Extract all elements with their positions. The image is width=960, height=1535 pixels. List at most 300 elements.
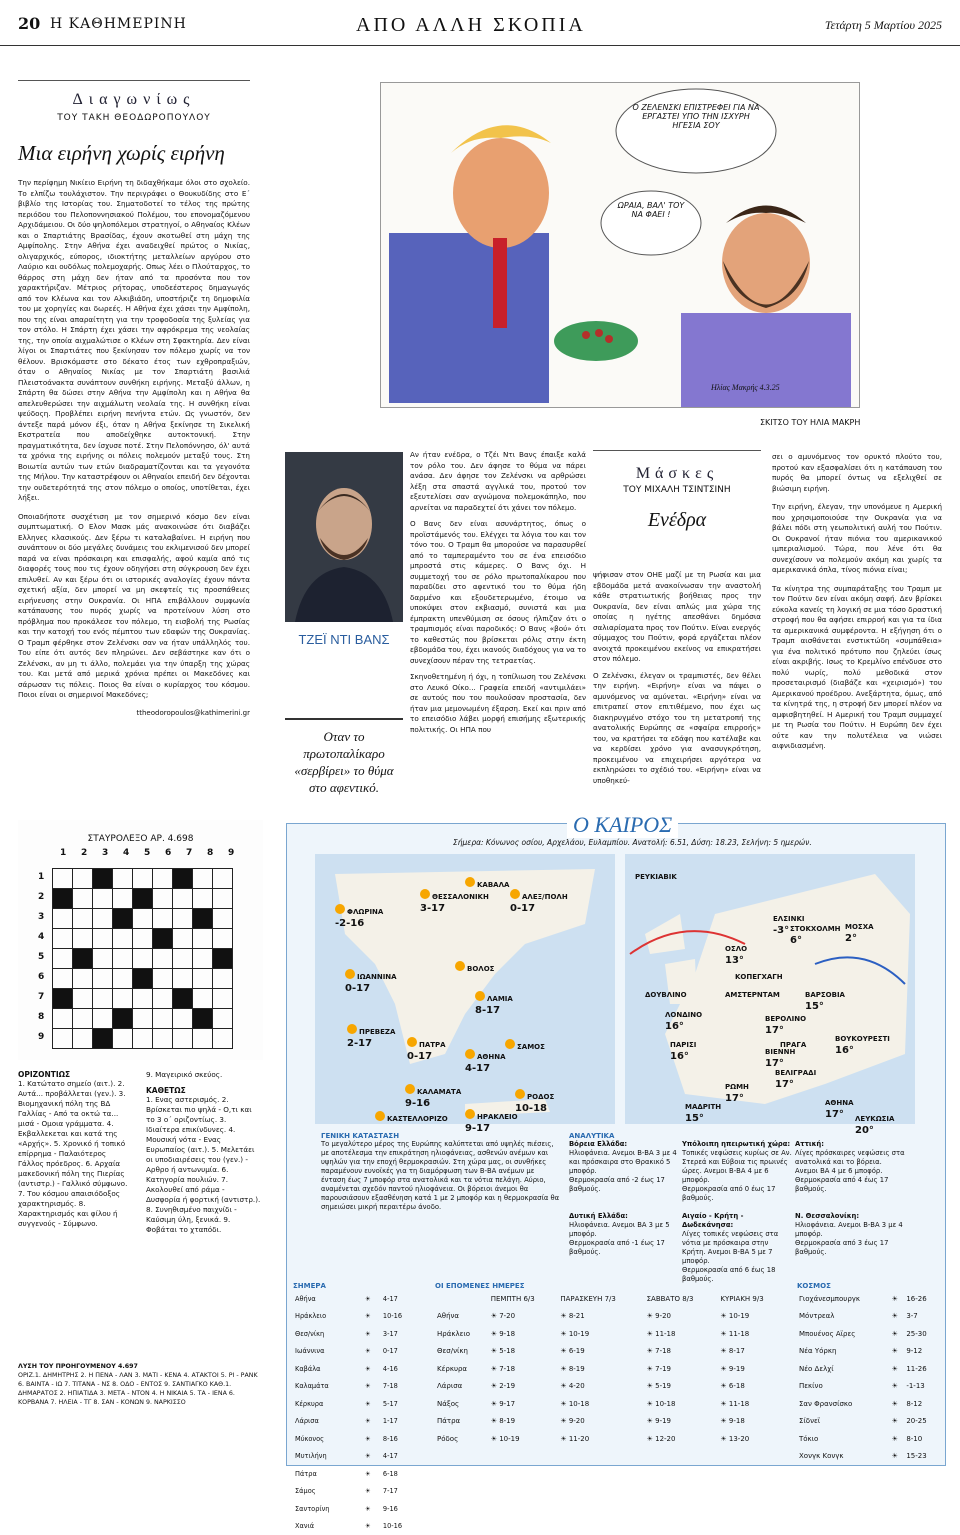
sun-icon [515,1089,525,1099]
grid-cell[interactable] [113,889,133,909]
grid-cell[interactable] [153,869,173,889]
region-text: Ηλιοφάνεια. Ανεμοι ΒΑ 3 με 5 μποφόρ. [569,1221,679,1239]
crossword-row-numbers [38,872,44,1052]
grid-cell[interactable] [153,949,173,969]
grid-cell[interactable] [213,889,233,909]
greece-city [505,1034,545,1053]
table-row [797,1430,939,1448]
table-cell: ΠΑΡΑΣΚΕΥΗ 7/3 [558,1290,644,1308]
region-name: Αιγαίο - Κρήτη - Δωδεκάνησα: [682,1212,743,1229]
general-situation [321,1132,561,1212]
region-text: Τοπικές νεφώσεις κυρίως σε Αν. Στερεά και Εύβοια τις πρωινές ώρες. Ανεμοι Β-ΒΑ 4 με 6 μποφόρ. [682,1149,792,1185]
grid-cell[interactable] [53,889,73,909]
city-temp: -3° [773,925,804,936]
table-cell: ☀ 11-18 [718,1395,787,1413]
table-cell: ☀ [890,1360,905,1378]
weather-title: Ο ΚΑΙΡΟΣ [567,812,678,838]
column-number: 9 [228,848,234,858]
table-cell: ☀ [363,1308,381,1326]
table-cell: 5-17 [381,1395,423,1413]
table-cell: Πάτρα [293,1465,363,1483]
table-cell: ☀ 2-19 [489,1378,559,1396]
city-label: ΡΩΜΗ [725,1083,749,1091]
grid-cell[interactable] [93,929,113,949]
grid-cell[interactable] [173,969,193,989]
speech-bubble-feed: ΩΡΑΙΑ, ΒΑΛ' ΤΟΥ ΝΑ ΦΑΕΙ ! [613,201,689,219]
article-title: Ενέδρα [593,509,761,532]
grid-cell[interactable] [173,929,193,949]
city-temp: 15° [685,1113,721,1124]
region-temp: Θερμοκρασία από 0 έως 17 βαθμούς. [682,1185,792,1203]
grid-cell[interactable] [213,969,233,989]
sun-icon [375,1111,385,1121]
region-block [795,1140,905,1194]
column-number: 3 [102,848,108,858]
table-cell: Μπουένος Αϊρες [797,1325,890,1343]
grid-cell[interactable] [113,929,133,949]
table-cell: ☀ [363,1343,381,1361]
table-cell: ☀ [363,1360,381,1378]
crossword [18,820,263,1060]
table-row [293,1343,423,1361]
city-temp: 16° [670,1051,696,1062]
table-row [293,1465,423,1483]
table-cell: ☀ 7-18 [645,1343,719,1361]
grid-cell[interactable] [53,989,73,1009]
grid-cell[interactable] [213,869,233,889]
europe-weather-map [625,854,915,1124]
city-temp: 17° [775,1079,816,1090]
grid-cell[interactable] [53,1029,73,1049]
grid-cell[interactable] [73,1029,93,1049]
table-cell: Πάτρα [435,1413,489,1431]
sun-icon [345,969,355,979]
city-label: ΑΘΗΝΑ [477,1053,506,1061]
table-row [797,1448,939,1466]
grid-cell[interactable] [193,949,213,969]
grid-cell[interactable] [133,909,153,929]
grid-cell[interactable] [93,869,113,889]
europe-city [670,1032,696,1062]
grid-cell[interactable] [193,869,213,889]
grid-cell[interactable] [173,909,193,929]
table-cell: ☀ 8-19 [489,1413,559,1431]
table-cell: Θεσ/νίκη [293,1325,363,1343]
europe-city [735,964,783,983]
table-cell: ☀ [363,1465,381,1483]
table-cell: 20-25 [904,1413,939,1431]
table-cell: ☀ 7-20 [489,1308,559,1326]
table-row [293,1413,423,1431]
grid-cell[interactable] [93,1029,113,1049]
grid-cell[interactable] [213,929,233,949]
grid-row [53,869,233,889]
weather-section [286,823,946,1466]
table-cell: Καλαμάτα [293,1378,363,1396]
grid-cell[interactable] [193,989,213,1009]
greece-city [465,1104,518,1134]
grid-cell[interactable] [193,909,213,929]
today-heading: ΣΗΜΕΡΑ [293,1282,423,1290]
table-row [435,1290,787,1308]
column-byline: ΤΟΥ ΜΙΧΑΛΗ ΤΣΙΝΤΣΙΝΗ [593,485,761,495]
city-temp: 16° [665,1021,702,1032]
table-row [293,1448,423,1466]
city-label: ΒΙΕΝΝΗ [765,1048,795,1056]
city-label: ΠΡΑΓΑ [780,1041,806,1049]
table-cell: ☀ 11-18 [718,1325,787,1343]
sun-icon [420,889,430,899]
grid-cell[interactable] [173,989,193,1009]
city-label: ΑΜΣΤΕΡΝΤΑΜ [725,991,780,999]
table-cell: Σάμος [293,1483,363,1501]
table-row [797,1413,939,1431]
table-cell: ☀ 6-18 [718,1378,787,1396]
table-row [293,1325,423,1343]
table-cell: 9-12 [904,1343,939,1361]
grid-cell[interactable] [153,1009,173,1029]
article-body [18,178,250,701]
table-cell: 9-16 [381,1500,423,1518]
down-heading: ΚΑΘΕΤΩΣ [146,1086,261,1095]
greece-city [375,1106,448,1125]
grid-cell[interactable] [173,1029,193,1049]
table-cell: 8-10 [904,1430,939,1448]
city-label: ΕΛΣΙΝΚΙ [773,915,804,923]
table-cell: ☀ 5-18 [489,1343,559,1361]
europe-city [725,1074,749,1104]
across-text-continued: 9. Μαγειρικό σκεύος. [146,1070,261,1080]
table-cell: 1-17 [381,1413,423,1431]
grid-cell[interactable] [53,929,73,949]
pull-quote: Οταν το πρωτοπαλίκαρο «σερβίρει» το θύμα στο αφεντικό. [285,718,403,796]
greece-city [475,986,513,1016]
page-number: 20 [18,14,40,33]
solution-text: ΟΡΙΖ.1. ΔΗΜΗΤΡΗΣ 2. Η ΠΕΝΑ - ΛΑΝ 3. ΜΑΤΙ - ΚΕΝΑ 4. ΑΤΑΚΤΟΙ 5. ΡΙ - ΡΑΝΚ 6. ΒΑΙΝΤΑ - ΙΩ 7. ΤΙΤΑΝΑ - ΝΣ 8. ΟΔΟ - ΕΝΤΟΣ 9. ΣΑΝΤΙΑΓΚΟ ΚΑΘ.1. ΔΗΜΑΡΑΤΟΣ 2. ΗΠΙΑΤΙΔΑ 3. ΜΕΤΑ - ΝΤΟΝ 4. Η ΝΙΚΑΙΑ 5. ΤΑ - ΙΕΝΑ 6. ΚΟΡΒΑΝΑ 7. ΗΛΕΙΑ - ΤΓ 8. ΣΑΝ - ΚΟΝΩΝ 9. ΝΑΡΚΙΣΣΟ [18,1372,258,1406]
table-cell: 8-16 [381,1430,423,1448]
row-number: 5 [38,952,44,972]
grid-cell[interactable] [113,1029,133,1049]
grid-row [53,1009,233,1029]
city-temp: 13° [725,955,747,966]
column-number: 2 [81,848,87,858]
table-cell: ☀ 6-19 [558,1343,644,1361]
grid-row [53,909,233,929]
down-clues [146,1070,261,1235]
table-cell: Ηράκλειο [435,1325,489,1343]
table-cell: Χονγκ Κονγκ [797,1448,890,1466]
region-temp: Θερμοκρασία από 4 έως 17 βαθμούς. [795,1176,905,1194]
table-cell: ☀ [363,1413,381,1431]
grid-cell[interactable] [133,1009,153,1029]
article-body [593,570,761,786]
greece-city [335,899,383,929]
table-row [293,1518,423,1535]
grid-cell[interactable] [93,969,113,989]
city-label: ΣΑΜΟΣ [517,1043,545,1051]
weather-subtitle: Σήμερα: Κόνωνος οσίου, Αρχελάου, Ευλαμπίου. Ανατολή: 6.51, Δύση: 18.23, Σελήνη: 5 ημερών. [453,838,812,847]
grid-cell[interactable] [133,929,153,949]
grid-cell[interactable] [73,929,93,949]
grid-cell[interactable] [173,869,193,889]
row-number: 3 [38,912,44,932]
grid-cell[interactable] [173,949,193,969]
grid-cell[interactable] [93,949,113,969]
table-cell: ΚΥΡΙΑΚΗ 9/3 [718,1290,787,1308]
grid-cell[interactable] [153,1029,173,1049]
column-kicker: Διαγωνίως [18,80,250,109]
table-cell: 8-12 [904,1395,939,1413]
table-cell: ☀ 9-20 [645,1308,719,1326]
city-label: ΚΑΛΑΜΑΤΑ [417,1088,461,1096]
cartoon-drawing [381,83,859,407]
table-cell: 25-30 [904,1325,939,1343]
region-grid [569,1140,909,1280]
crossword-title: ΣΤΑΥΡΟΛΕΞΟ ΑΡ. 4.698 [18,834,263,844]
europe-city [665,1002,702,1032]
grid-cell[interactable] [193,889,213,909]
grid-row [53,969,233,989]
table-cell: Σαν Φρανσίσκο [797,1395,890,1413]
grid-cell[interactable] [133,989,153,1009]
city-temp: 0-17 [407,1051,446,1062]
row-number: 4 [38,932,44,952]
grid-row [53,989,233,1009]
table-cell: Μυτιλήνη [293,1448,363,1466]
grid-cell[interactable] [73,949,93,969]
city-temp: 17° [825,1109,854,1120]
grid-cell[interactable] [153,989,173,1009]
city-temp: 0-17 [345,983,397,994]
table-row [435,1378,787,1396]
table-cell: Νέο Δελχί [797,1360,890,1378]
city-temp: 6° [790,935,841,946]
sun-icon [407,1037,417,1047]
city-label: ΟΣΛΟ [725,945,747,953]
article-column-2 [410,450,586,741]
row-number: 7 [38,992,44,1012]
table-row [293,1290,423,1308]
grid-cell[interactable] [193,929,213,949]
table-cell: Σαντορίνη [293,1500,363,1518]
city-temp: 17° [765,1058,795,1069]
crossword-grid[interactable] [52,868,233,1049]
table-cell: ☀ 10-18 [645,1395,719,1413]
author-email[interactable]: ttheodoropoulos@kathimerini.gr [18,709,250,717]
table-cell: ☀ 10-19 [489,1430,559,1448]
region-name: Δυτική Ελλάδα: [569,1212,628,1220]
grid-cell[interactable] [53,869,73,889]
table-cell: ☀ 9-17 [489,1395,559,1413]
city-label: ΜΟΣΧΑ [845,923,874,931]
table-cell: Ρόδος [435,1430,489,1448]
europe-city [805,982,845,1012]
table-cell: ☀ [363,1395,381,1413]
grid-cell[interactable] [213,989,233,1009]
europe-city [835,1026,890,1056]
grid-cell[interactable] [113,1009,133,1029]
region-temp: Θερμοκρασία από -1 έως 17 βαθμούς. [569,1239,679,1257]
grid-cell[interactable] [73,909,93,929]
sun-icon [475,991,485,1001]
grid-cell[interactable] [133,869,153,889]
grid-cell[interactable] [73,869,93,889]
table-cell: 4-16 [381,1360,423,1378]
sun-icon [465,1109,475,1119]
table-cell: ☀ 9-18 [489,1325,559,1343]
grid-cell[interactable] [133,969,153,989]
city-label: ΘΕΣΣΑΛΟΝΙΚΗ [432,893,489,901]
table-cell: ☀ 12-20 [645,1430,719,1448]
grid-cell[interactable] [53,949,73,969]
table-row [293,1483,423,1501]
region-block [682,1140,792,1203]
grid-cell[interactable] [113,969,133,989]
table-cell: ☀ [363,1448,381,1466]
greece-city [465,1044,506,1074]
table-cell: Μόντρεαλ [797,1308,890,1326]
table-cell: ☀ 9-19 [645,1413,719,1431]
table-row [293,1360,423,1378]
grid-cell[interactable] [153,889,173,909]
table-cell: ☀ [363,1518,381,1535]
table-cell: Νέα Υόρκη [797,1343,890,1361]
grid-cell[interactable] [53,969,73,989]
grid-cell[interactable] [53,909,73,929]
grid-cell[interactable] [213,949,233,969]
table-cell: Κέρκυρα [293,1395,363,1413]
table-cell: 10-16 [381,1518,423,1535]
paragraph: Οποιαδήποτε συσχέτιση με τον σημερινό κόσμο δεν είναι συμπτωματική. Ο Ελον Μασκ μάς ανακοινώσε ότι διαβάζει Ελληνες κλασικούς. Δεν ξέρω τι καταλαβαίνει. Η ειρήνη που συνάπτουν οι δύο μεγάλες δυνάμεις του εκλιμενισού δεν μπορεί παρά να είναι πρόσκαιρη και επισφαλής, αφού καμία από τις διαφορές τους που τις έχουν οδηγήσει στη σύγκρουση δεν έχει επιλυθεί. Αν και ξέρω ότι οι ιστορικές αναλογίες έχουν πάντα σχετική αξία, δεν μπορεί να μη σκεφτείς τις προσπάθειες ειρήνευσης στην Ουκρανία. Οι ΗΠΑ επιβάλλουν συμφωνία κατάπαυσης του πυρός χωρίς να προτείνουν λύση στο πρόβλημα που προκάλεσε τον πόλεμο, τη εισβολή της Ρωσίας και την κατοχή του ενός πέμπτου των εδαφών της Ουκρανίας. Ο Τραμπ φέρθηκε στον Ζελένσκι σαν να ήταν υπάλληλός του. Του είπε ότι αυτός δεν πληρώνει. Δεν σεβάστηκε καν ότι ο Ζελένσκι, αν μη τι άλλο, πολεμάει για την ύπαρξη της χώρας του. Και μετά από μερικά χρόνια πρέπει οι Μακεδόνες και σάρωσαν τις πόλεις. Ποιος θα είναι ο κυρίαρχος του κόσμου. Ποιοι είναι οι σημερινοί Μακεδόνες; [18,512,250,701]
row-number: 8 [38,1012,44,1032]
grid-cell[interactable] [73,889,93,909]
grid-cell[interactable] [73,969,93,989]
city-temp: 15° [805,1001,845,1012]
grid-cell[interactable] [213,909,233,929]
city-label: ΦΛΩΡΙΝΑ [347,908,383,916]
europe-city [775,1060,816,1090]
grid-cell[interactable] [113,869,133,889]
paragraph: Την περίφημη Νικίειο Ειρήνη τη διδαχθήκαμε όλοι στο σχολείο. Το ελπίζω τουλάχιστον. Την περιγράφει ο Θουκυδίδης στο Ε΄ βιβλίο της Ιστορίας του. Σηματοδοτεί το τέλος της πρώτης περιόδου του Πελοποννησιακού Πολέμου, του επονομαζόμενου Αρχιδάμειου. Οι δύο ψηλοπόλεμοι στρατηγοί, ο Αθηναίος Κλέων και ο Σπαρτιάτης Βρασίδας, έχουν σκοτωθεί στη μάχη της Αμφίπολης. Στην Αθήνα έχει αναδειχθεί πρώτος ο Νικίας, ολιγαρχικός, εύπορος, ιδιοκτήτης μεταλλείων αργύρου στο Λαύριο και ουδόλως πολεμοχαρής. Οπως λέει ο Πλούταρχος, το θάρρος στη μάχη δεν ήταν από τα προσόντα που τον χαρακτήριζαν. Μέτριος ρήτορας, υποδεέστερος δημαγωγός από τον Κλέωνα και τον Αλκιβιάδη, υποστήριζε τη δημοφιλία του με χορηγίες και δωρεές. Η Αθήνα έχει χάσει την Αμφίπολη, που της είναι απαραίτητη για την τροφοδοσία της ξυλείας για τον στόλο. Η Σπάρτη έχει χάσει την αφρόκρεμα της νεολαίας της, την οποία αιχμαλώτισε ο Κλέων στη Σφακτηρία. Δεν είναι λίγοι οι Σπαρτιάτες που ξεκίνησαν τον πόλεμο χωρίς να τον θέλουν. Βρισκόμαστε στο δέκατο έτος των εχθροπραξιών, όταν ο Αθηναίος Νικίας με τον Σπαρτιάτη βασιλιά Πλειστοάνακτα συνάπτουν συνθήκη ειρήνης. Μεταξύ άλλων, η Σπάρτη θα δώσει στην Αθήνα την Αμφίπολη και η Αθήνα θα απελευθερώσει την αιχμάλωτη νεολαία της. Η συνθήκη είναι ψεύδοςη. Προβλέπει ειρήνη πενήντα ετών. Ως γνωστόν, δεν άντεξε παρά μόνον έξι, όταν η Αθήνα ξεκίνησε τη Σικελική Εκστρατεία που αποδείχθηκε αυτοκτονική. Στην πραγματικότητα, δεν ίσχυσε ποτέ. Στην Πελοπόννησο, όλ' αυτά τα χρόνια της ειρήνης οι πόλεις πολεμούν μεταξύ τους. Στη Βοιωτία αυτών των ετών διαδραματίζονται και τα γεγονότα της Μήλου. Την καταστρέφουν οι Αθηναίοι επειδή δεν δέχονται την ουδετερότητά της στον πόλεμο ο οποίος, υποτίθεται, έχει λήξει. [18,178,250,504]
table-cell: ☀ 5-19 [645,1378,719,1396]
city-label: ΑΘΗΝΑ [825,1099,854,1107]
paragraph: Την ειρήνη, έλεγαν, την υπονόμευε η Αμερική που χρησιμοποιούσε την Ουκρανία για να βάλει πόδι στη γεωπολιτική αυλή του Πούτιν. Οι Ουκρανοί ήταν πιόνια του αμερικανικού ιμπεριαλισμού. Τώρα, που λένε ότι θα συνεχίσουν να πολεμούν ακόμη και χωρίς τα αμερικανικά όπλα, τίνος πιόνια είναι; [772,502,942,576]
table-cell: 16-26 [904,1290,939,1308]
city-temp: 2-17 [347,1038,395,1049]
table-cell: -1-13 [904,1378,939,1396]
table-cell: ☀ 8-21 [558,1308,644,1326]
table-row [435,1430,787,1448]
table-cell: ☀ 9-18 [718,1413,787,1431]
issue-date: Τετάρτη 5 Μαρτίου 2025 [825,18,942,33]
table-row [293,1395,423,1413]
grid-cell[interactable] [53,1009,73,1029]
city-label: ΒΑΡΣΟΒΙΑ [805,991,845,999]
grid-cell[interactable] [133,949,153,969]
greece-city [407,1032,446,1062]
grid-cell[interactable] [213,1009,233,1029]
city-label: ΒΕΛΙΓΡΑΔΙ [775,1069,816,1077]
table-cell: Λάρισα [293,1413,363,1431]
grid-cell[interactable] [93,989,113,1009]
city-label: ΡΕΥΚΙΑΒΙΚ [635,873,677,881]
political-cartoon [380,82,860,408]
greece-city [405,1079,461,1109]
table-cell: 4-17 [381,1290,423,1308]
table-cell: ☀ [363,1378,381,1396]
table-cell: Θεσ/νίκη [435,1343,489,1361]
grid-cell[interactable] [173,1009,193,1029]
city-label: ΒΕΡΟΛΙΝΟ [765,1015,806,1023]
table-cell: Αθήνα [293,1290,363,1308]
paragraph: Σκηνοθετημένη ή όχι, η τοπίλιωση του Ζελένσκι στο Λευκό Οίκο... Γραφεία επειδή «αντιμιλάει» σε αυτούς που του πουλούσαν προστασία, δεν ήταν μια μεμονωμένη έξαρση. Εκεί και πριν από το επεισόδιο λάβει μορφή επισήμης εξωτερικής πολιτικής. Οι ΗΠΑ που [410,672,586,735]
city-temp: 17° [725,1093,749,1104]
portrait-image [285,452,403,622]
grid-cell[interactable] [133,1029,153,1049]
table-cell: Σίδνεϊ [797,1413,890,1431]
grid-cell[interactable] [153,909,173,929]
sun-icon [455,961,465,971]
table-row [435,1325,787,1343]
table-cell: Καβάλα [293,1360,363,1378]
portrait-name: ΤΖΕΪ ΝΤΙ ΒΑΝΣ [285,632,403,647]
grid-cell[interactable] [173,889,193,909]
across-text: 1. Κατώτατο σημείο (αιτ.). 2. Αυτά... προβάλλεται (γεν.). 3. Βιομηχανική πόλη της ΒΔ Γαλλίας - Από τα οκτώ τα... μισά - Ομοια γράμματα. 4. Εκβαλλεκεται και κατά της «Αρχής». 5. Χρονικό ή τοπικό επίρρημα - Παλαιότερος Γάλλος πρόεδρος. 6. Αρχαία μακεδονική πόλη της Πιερίας (αντιστρ.) - Γαλλικό σύμφωνο. 7. Του κόσμου απαισιόδοξος χαρακτηρισμός. 8. Χαρακτηρισμός και φίλου ή συγγενούς - Σύμφωνο. [18,1079,128,1229]
city-label: ΔΟΥΒΛΙΝΟ [645,991,687,999]
row-number: 1 [38,872,44,892]
europe-city [725,982,780,1001]
column-number: 5 [144,848,150,858]
grid-cell[interactable] [153,969,173,989]
table-cell: ΠΕΜΠΤΗ 6/3 [489,1290,559,1308]
region-text: Λίγες πρόσκαιρες νεφώσεις στα ανατολικά και το βόρεια. Ανεμοι ΒΑ 4 με 6 μποφόρ. [795,1149,905,1176]
grid-cell[interactable] [213,1029,233,1049]
europe-city [790,916,841,946]
grid-cell[interactable] [153,929,173,949]
region-text: Λίγες τοπικές νεφώσεις στα νότια με πρόσκαιρα στην Κρήτη. Ανεμοι Β-ΒΑ 5 με 7 μποφόρ. [682,1230,792,1266]
speech-bubble-zelensky: Ο ΖΕΛΕΝΣΚΙ ΕΠΙΣΤΡΕΦΕΙ ΓΙΑ ΝΑ ΕΡΓΑΣΤΕΙ ΥΠΟ ΤΗΝ ΙΣΧΥΡΗ ΗΓΕΣΙΑ ΣΟΥ [631,103,761,130]
table-cell: ☀ [890,1308,905,1326]
column-maskes [593,450,761,792]
cartoon-caption: ΣΚΙΤΣΟ ΤΟΥ ΗΛΙΑ ΜΑΚΡΗ [760,418,860,427]
grid-cell[interactable] [113,989,133,1009]
grid-cell[interactable] [193,1009,213,1029]
grid-cell[interactable] [93,1009,113,1029]
grid-cell[interactable] [93,909,113,929]
city-label: ΜΑΔΡΙΤΗ [685,1103,721,1111]
region-name: Βόρεια Ελλάδα: [569,1140,627,1148]
portrait-photo [285,452,403,622]
grid-cell[interactable] [93,889,113,909]
grid-cell[interactable] [73,989,93,1009]
table-row [797,1290,939,1308]
table-cell: ☀ [890,1395,905,1413]
table-cell: ☀ 10-19 [718,1308,787,1326]
table-cell: ☀ 4-20 [558,1378,644,1396]
table-cell: ☀ 8-17 [718,1343,787,1361]
table-row [293,1308,423,1326]
table-cell: 0-17 [381,1343,423,1361]
today-rows [293,1290,423,1535]
table-cell: 4-17 [381,1448,423,1466]
grid-cell[interactable] [113,909,133,929]
grid-cell[interactable] [73,1009,93,1029]
grid-cell[interactable] [133,889,153,909]
grid-cell[interactable] [113,949,133,969]
grid-cell[interactable] [193,1029,213,1049]
table-cell: Αθήνα [435,1308,489,1326]
grid-cell[interactable] [193,969,213,989]
